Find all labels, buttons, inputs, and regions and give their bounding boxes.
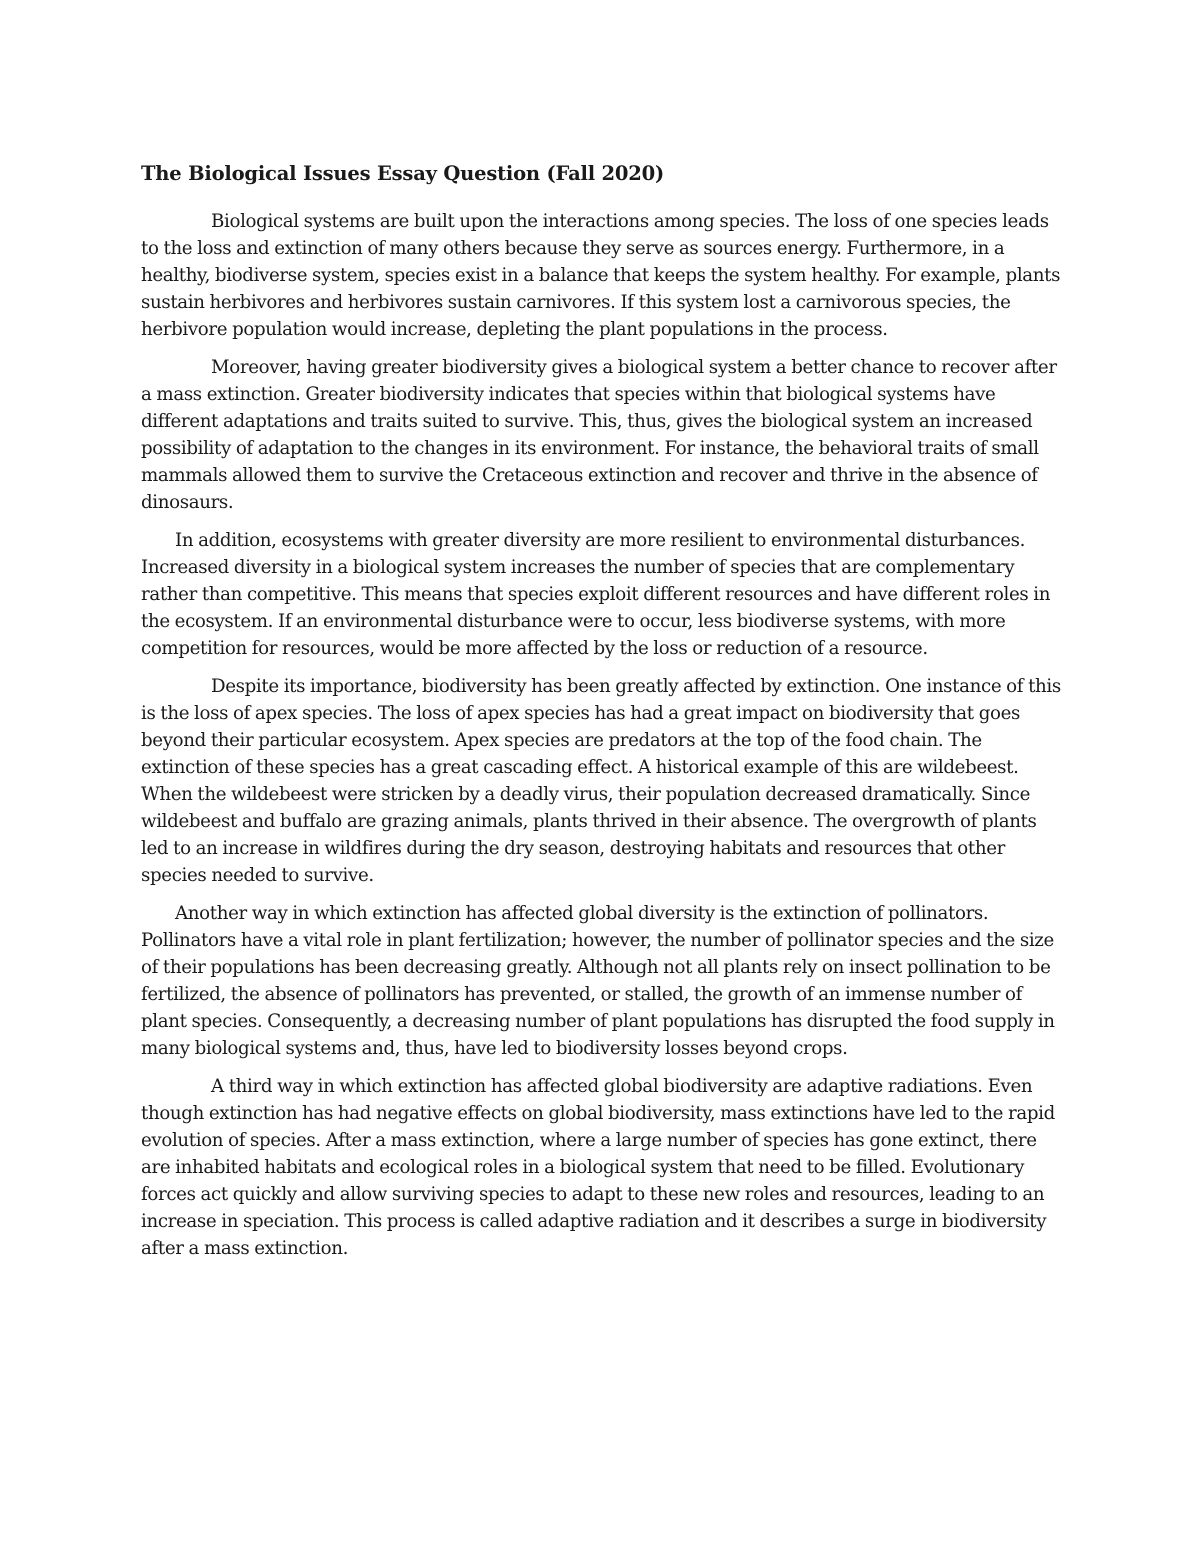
document-title: The Biological Issues Essay Question (Fall 2020): [141, 162, 665, 185]
paragraph-5: Another way in which extinction has affected global diversity is the extinction of pollinators. Pollinators have a vital role in plant fertilization; however, the number of pollinator species and the size of their populations has been decreasing greatly. Although not all plants rely on insect pollination to be fertilized, the absence of pollinators has prevented, or stalled, the growth of an immense number of plant species. Consequently, a decreasing number of plant populations has disrupted the food supply in many biological systems and, thus, have led to biodiversity losses beyond crops.: [141, 903, 1055, 1059]
paragraph-1: Biological systems are built upon the interactions among species. The loss of one species leads to the loss and extinction of many others because they serve as sources energy. Furthermore, in a healthy, biodiverse system, species exist in a balance that keeps the system healthy. For example, plants sustain herbivores and herbivores sustain carnivores. If this system lost a carnivorous species, the herbivore population would increase, depleting the plant populations in the process.: [141, 211, 1061, 340]
paragraph-4: Despite its importance, biodiversity has been greatly affected by extinction. One instance of this is the loss of apex species. The loss of apex species has had a great impact on biodiversity that goes beyond their particular ecosystem. Apex species are predators at the top of the food chain. The extinction of these species has a great cascading effect. A historical example of this are wildebeest. When the wildebeest were stricken by a deadly virus, their population decreased dramatically. Since wildebeest and buffalo are grazing animals, plants thrived in their absence. The overgrowth of plants led to an increase in wildfires during the dry season, destroying habitats and resources that other species needed to survive.: [141, 676, 1061, 886]
document-body: [141, 160, 1061, 1273]
paragraph-3: In addition, ecosystems with greater diversity are more resilient to environmental disturbances. Increased diversity in a biological system increases the number of species that are complementary rather than competitive. This means that species exploit different resources and have different roles in the ecosystem. If an environmental disturbance were to occur, less biodiverse systems, with more competition for resources, would be more affected by the loss or reduction of a resource.: [141, 530, 1051, 659]
paragraph-2: Moreover, having greater biodiversity gives a biological system a better chance to recover after a mass extinction. Greater biodiversity indicates that species within that biological systems have different adaptations and traits suited to survive. This, thus, gives the biological system an increased possibility of adaptation to the changes in its environment. For instance, the behavioral traits of small mammals allowed them to survive the Cretaceous extinction and recover and thrive in the absence of dinosaurs.: [141, 357, 1057, 513]
paragraph-6: A third way in which extinction has affected global biodiversity are adaptive radiations. Even though extinction has had negative effects on global biodiversity, mass extinctions have led to the rapid evolution of species. After a mass extinction, where a large number of species has gone extinct, there are inhabited habitats and ecological roles in a biological system that need to be filled. Evolutionary forces act quickly and allow surviving species to adapt to these new roles and resources, leading to an increase in speciation. This process is called adaptive radiation and it describes a surge in biodiversity after a mass extinction.: [141, 1076, 1055, 1259]
